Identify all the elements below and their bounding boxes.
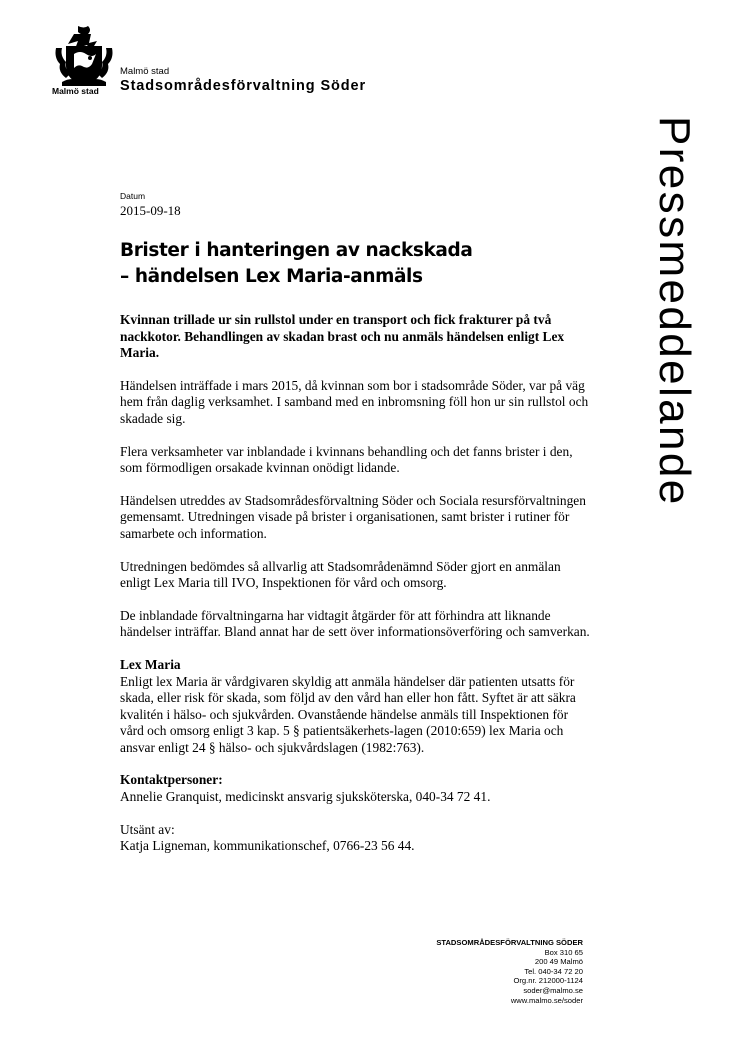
lead-paragraph: Kvinnan trillade ur sin rullstol under en transport och fick frakturer på två nackkotor. Behandlingen av skadan brast och nu anmäls händelsen enligt Lex Maria. — [120, 312, 565, 361]
footer-box: Box 310 65 — [544, 947, 583, 957]
headline-line-2: – händelsen Lex Maria-anmäls — [120, 266, 423, 287]
paragraph: Flera verksamheter var inblandade i kvinnans behandling och det fanns brister i den, som förmodligen orsakade kvinnan onödigt lidande. — [120, 443, 573, 476]
malmo-stad-logo — [52, 24, 116, 104]
footer-postal: 200 49 Malmö — [534, 957, 583, 967]
lex-maria-section — [120, 657, 590, 757]
contacts-heading: Kontaktpersoner: — [120, 772, 223, 788]
date-label: Datum — [120, 191, 146, 201]
footer-email: soder@malmo.se — [523, 985, 583, 995]
contacts-section — [120, 772, 590, 805]
sent-by-person: Katja Ligneman, kommunikationschef, 0766-23 56 44. — [120, 838, 415, 854]
paragraph: De inblandade förvaltningarna har vidtagit åtgärder för att förhindra att liknande händelser inträffar. Bland annat har de sett över informationsöverföring och samverkan. — [120, 607, 590, 640]
footer-orgnr: Org.nr. 212000-1124 — [513, 976, 583, 986]
footer-org: STADSOMRÅDESFÖRVALTNING SÖDER — [436, 938, 583, 947]
sent-by-label: Utsänt av: — [120, 821, 175, 837]
date-value: 2015-09-18 — [120, 203, 181, 218]
footer-address — [436, 938, 583, 1005]
document-type-label: Pressmeddelande — [650, 116, 699, 507]
contact-person: Annelie Granquist, medicinskt ansvarig sjuksköterska, 040-34 72 41. — [120, 789, 491, 805]
paragraph: Händelsen inträffade i mars 2015, då kvinnan som bor i stadsområde Söder, var på väg hem från daglig verksamhet. I samband med en inbromsning föll hon ur sin rullstol och skadade sig. — [120, 377, 589, 426]
footer-phone: Tel. 040-34 72 20 — [524, 966, 583, 976]
logo-text: Malmö stad — [52, 86, 99, 96]
sent-by-section — [120, 822, 590, 855]
coat-of-arms-icon — [52, 24, 116, 88]
body-text — [120, 312, 590, 871]
lex-maria-heading: Lex Maria — [120, 656, 181, 672]
org-city: Malmö stad — [120, 66, 170, 77]
paragraph: Händelsen utreddes av Stadsområdesförvaltning Söder och Sociala resursförvaltningen gemensamt. Utredningen visade på brister i organisationen, samt brister i rutiner för samarbete och information. — [120, 492, 586, 541]
org-name: Stadsområdesförvaltning Söder — [120, 78, 367, 94]
headline — [120, 238, 472, 290]
headline-line-1: Brister i hanteringen av nackskada — [120, 240, 473, 261]
lex-maria-text: Enligt lex Maria är vårdgivaren skyldig att anmäla händelser där patienten utsatts för skada, eller risk för skada, som följd av den vård han eller hon fått. Syftet är att säkra kvalitén i hälso- och sjukvården. Ovanstående händelse anmäls till Inspektionen för vård och omsorg enligt 3 kap. 5 § patientsäkerhets-lagen (2010:659) lex Maria och ansvar enligt 24 § hälso- och sjukvårdslagen (1982:763). — [120, 673, 576, 755]
footer-web: www.malmo.se/soder — [510, 995, 583, 1005]
paragraph: Utredningen bedömdes så allvarlig att Stadsområdenämnd Söder gjort en anmälan enligt Lex Maria till IVO, Inspektionen för vård och omsorg. — [120, 558, 561, 591]
